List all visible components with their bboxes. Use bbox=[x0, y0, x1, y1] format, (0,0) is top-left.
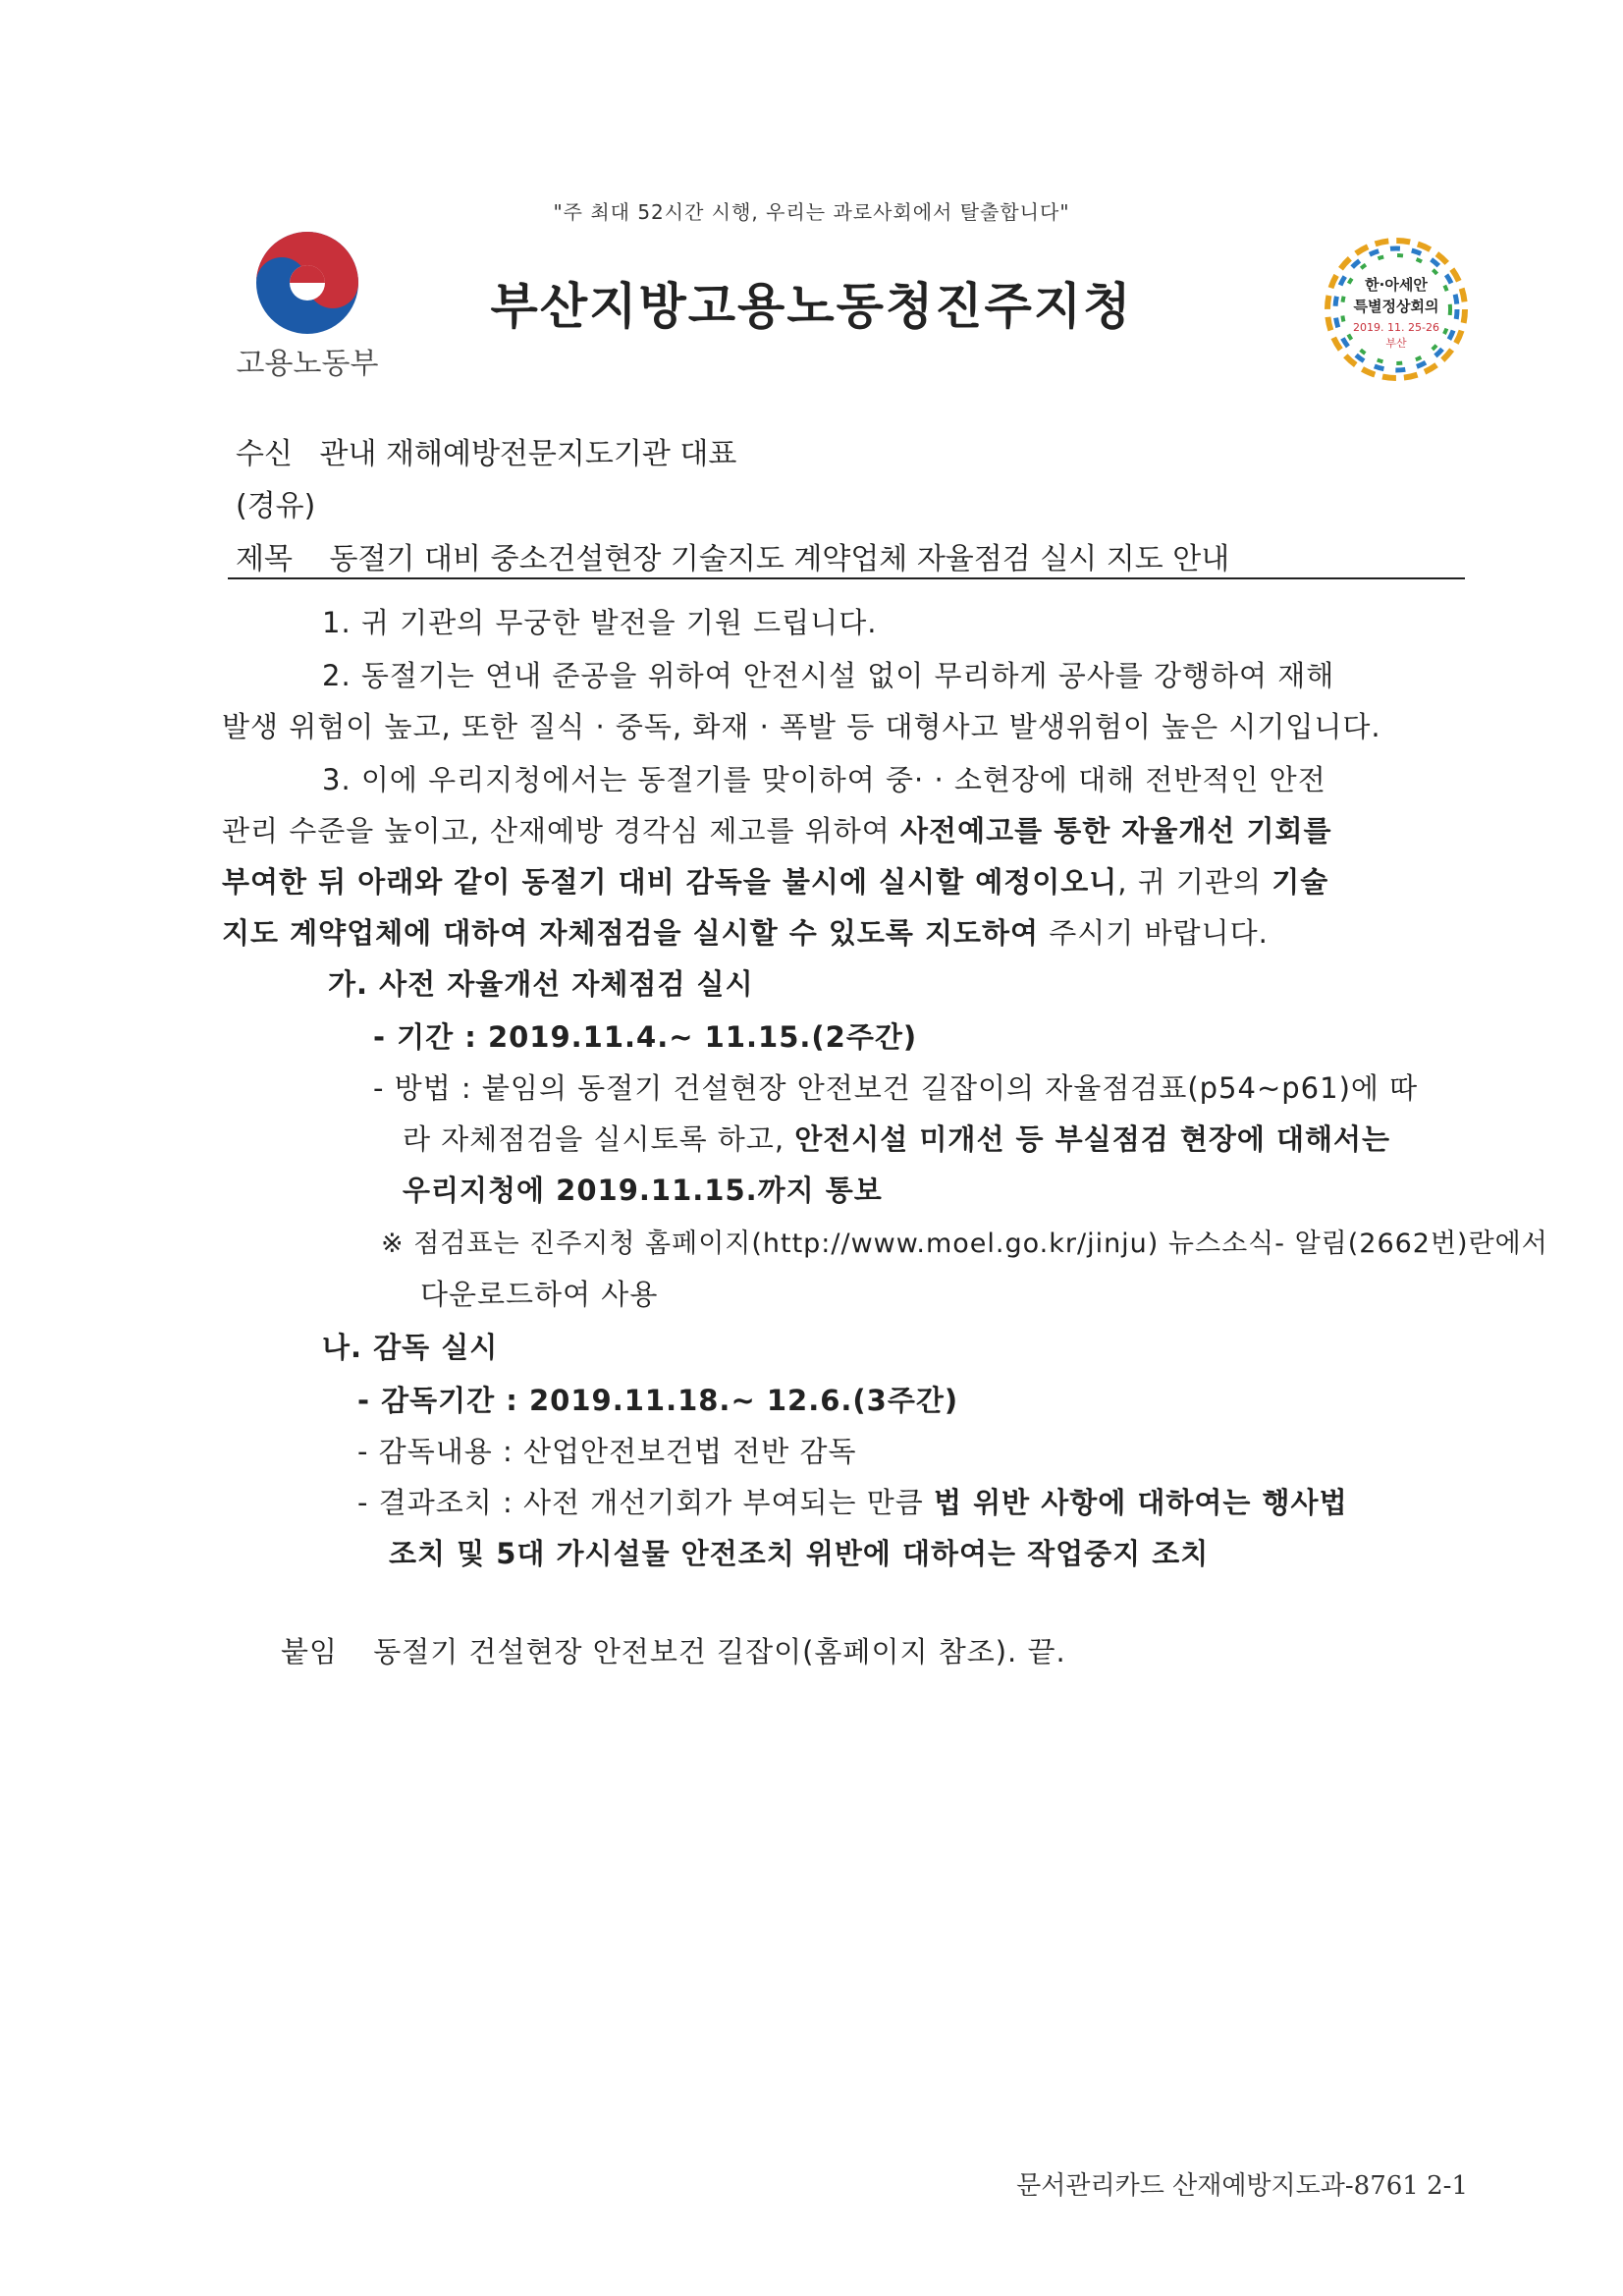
attachment-label: 붙임 bbox=[281, 1635, 339, 1668]
paragraph-3-line-2-bold: 사전예고를 통한 자율개선 기회를 bbox=[900, 814, 1332, 847]
section-ga-note-line-2: 다운로드하여 사용 bbox=[420, 1278, 659, 1311]
section-ga-note-line-1: ※ 점검표는 진주지청 홈페이지(http://www.moel.go.kr/jinju) 뉴스소식- 알림(2662번)란에서 bbox=[381, 1229, 1548, 1259]
paragraph-3-line-3 bbox=[222, 860, 1328, 901]
paragraph-1: 1. 귀 기관의 무궁한 발전을 기원 드립니다. bbox=[322, 606, 878, 639]
recipient: 관내 재해예방전문지도기관 대표 bbox=[319, 437, 737, 471]
paragraph-3-line-1: 3. 이에 우리지청에서는 동절기를 맞이하여 중· · 소현장에 대해 전반적인 안전 bbox=[322, 763, 1326, 796]
paragraph-3-line-2-text: 관리 수준을 높이고, 산재예방 경각심 제고를 위하여 bbox=[222, 814, 901, 847]
paragraph-2-line-2: 발생 위험이 높고, 또한 질식 · 중독, 화재 · 폭발 등 대형사고 발생위험이 높은 시기입니다. bbox=[222, 710, 1381, 743]
attachment-row bbox=[281, 1630, 1066, 1670]
paragraph-2-line-1: 2. 동절기는 연내 준공을 위하여 안전시설 없이 무리하게 공사를 강행하여 재해 bbox=[322, 659, 1335, 692]
section-na-result-line-1-bold: 법 위반 사항에 대하여는 행사법 bbox=[934, 1486, 1348, 1519]
paragraph-3-line-3-text: , 귀 기관의 bbox=[1117, 865, 1272, 899]
divider bbox=[228, 577, 1465, 579]
organization-title: 부산지방고용노동청진주지청 bbox=[490, 278, 1133, 335]
paragraph-3-line-3-bold: 부여한 뒤 아래와 같이 동절기 대비 감독을 불시에 실시할 예정이오니 bbox=[222, 865, 1118, 899]
paragraph-3-line-4 bbox=[222, 911, 1269, 952]
ministry-name: 고용노동부 bbox=[236, 347, 379, 381]
section-ga-method-line-3: 우리지청에 2019.11.15.까지 통보 bbox=[403, 1174, 883, 1207]
recipient-label: 수신 bbox=[236, 437, 293, 471]
paragraph-3-line-4-text: 주시기 바랍니다. bbox=[1039, 916, 1269, 950]
seal-line2: 특별정상회의 bbox=[1353, 298, 1439, 315]
section-ga-method-line-2 bbox=[403, 1118, 1390, 1158]
subject: 동절기 대비 중소건설현장 기술지도 계약업체 자율점검 실시 지도 안내 bbox=[329, 542, 1230, 576]
section-ga-method-line-1: - 방법 : 붙임의 동절기 건설현장 안전보건 길잡이의 자율점검표(p54~p61)에 따 bbox=[373, 1071, 1419, 1105]
paragraph-3-line-2 bbox=[222, 809, 1332, 849]
via: (경유) bbox=[236, 489, 316, 523]
section-na-result-line-2: 조치 및 5대 가시설물 안전조치 위반에 대하여는 작업중지 조치 bbox=[389, 1537, 1210, 1570]
summit-emblem-icon bbox=[1318, 231, 1475, 388]
summit-seal bbox=[1318, 231, 1475, 388]
section-ga-method-line-2-bold: 안전시설 미개선 등 부실점검 현장에 대해서는 bbox=[794, 1122, 1391, 1156]
attachment-text: 동절기 건설현장 안전보건 길잡이(홈페이지 참조). 끝. bbox=[373, 1635, 1066, 1668]
section-na-result-line-1 bbox=[357, 1481, 1348, 1521]
section-ga-title: 가. 사전 자율개선 자체점검 실시 bbox=[328, 967, 754, 1001]
document-card-number: 문서관리카드 산재예방지도과-8761 2-1 bbox=[1016, 2171, 1468, 2201]
subject-label: 제목 bbox=[236, 542, 293, 576]
seal-city: 부산 bbox=[1385, 337, 1407, 350]
subject-row bbox=[236, 534, 1229, 577]
slogan: "주 최대 52시간 시행, 우리는 과로사회에서 탈출합니다" bbox=[553, 200, 1070, 224]
section-na-title: 나. 감독 실시 bbox=[322, 1331, 499, 1364]
section-na-period: - 감독기간 : 2019.11.18.~ 12.6.(3주간) bbox=[357, 1384, 959, 1417]
seal-line1: 한·아세안 bbox=[1365, 276, 1428, 294]
section-na-content: - 감독내용 : 산업안전보건법 전반 감독 bbox=[357, 1435, 857, 1468]
paragraph-3-line-4-bold: 지도 계약업체에 대하여 자체점검을 실시할 수 있도록 지도하여 bbox=[222, 916, 1040, 950]
recipient-row bbox=[236, 429, 736, 472]
section-na-result-line-1-text: - 결과조치 : 사전 개선기회가 부여되는 만큼 bbox=[357, 1486, 935, 1519]
seal-date: 2019. 11. 25-26 bbox=[1353, 321, 1439, 334]
section-ga-method-line-2-text: 라 자체점검을 실시토록 하고, bbox=[403, 1122, 795, 1156]
paragraph-3-line-3-bold-end: 기술 bbox=[1271, 865, 1329, 899]
section-ga-period: - 기간 : 2019.11.4.~ 11.15.(2주간) bbox=[373, 1020, 918, 1054]
